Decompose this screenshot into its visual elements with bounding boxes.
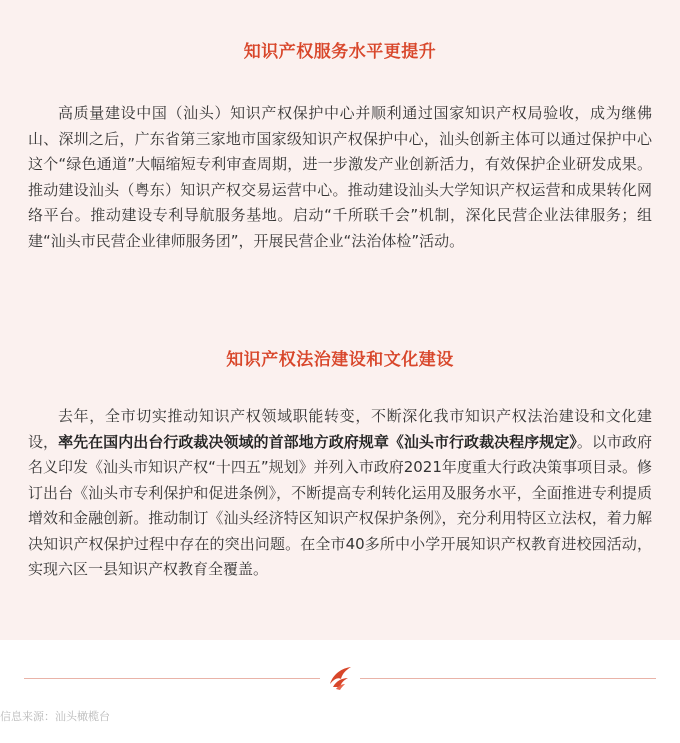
footer-divider-right — [360, 678, 656, 679]
section-title-ip-legal-culture: 知识产权法治建设和文化建设 — [226, 350, 454, 370]
paragraph-text-highlight: 率先在国内出台行政裁决领域的首部地方政府规章《汕头市行政裁决程序规定》 — [58, 432, 577, 451]
red-flame-emblem-icon — [324, 662, 356, 692]
paragraph-text-rest: 。以市政府名义印发《汕头市知识产权“十四五”规划》并列入市政府2021年度重大行政决策事项目录。修订出台《汕头市专利保护和促进条例》，不断提高专利转化运用及服务水平，全面推进专利提质增效和金融创新。推动制订《汕头经济特区知识产权保护条例》，充分利用特区立法权，着力解决知识产权保护过程中存在的突出问题。在全市40多所中小学开展知识产权教育进校园活动，实现六区一县知识产权教育全覆盖。 — [28, 432, 652, 578]
section-title-ip-service: 知识产权服务水平更提升 — [243, 42, 437, 62]
paragraph-ip-legal-culture — [28, 404, 652, 583]
source-credit: 信息来源：汕头橄榄台 — [0, 710, 110, 723]
paragraph-ip-service: 高质量建设中国（汕头）知识产权保护中心并顺利通过国家知识产权局验收，成为继佛山、深圳之后，广东省第三家地市国家级知识产权保护中心，汕头创新主体可以通过保护中心这个“绿色通道”大幅缩短专利审查周期，进一步激发产业创新活力，有效保护企业研发成果。推动建设汕头（粤东）知识产权交易运营中心。推动建设汕头大学知识产权运营和成果转化网络平台。推动建设专利导航服务基地。启动“千所联千会”机制，深化民营企业法律服务；组建“汕头市民营企业律师服务团”，开展民营企业“法治体检”活动。 — [28, 104, 652, 250]
paragraph-text-lead: 去年，全市切实推动知识产权领域职能转变，不断深化我市知识产权法治建设和文化建设， — [28, 407, 652, 451]
footer-divider-left — [24, 678, 320, 679]
